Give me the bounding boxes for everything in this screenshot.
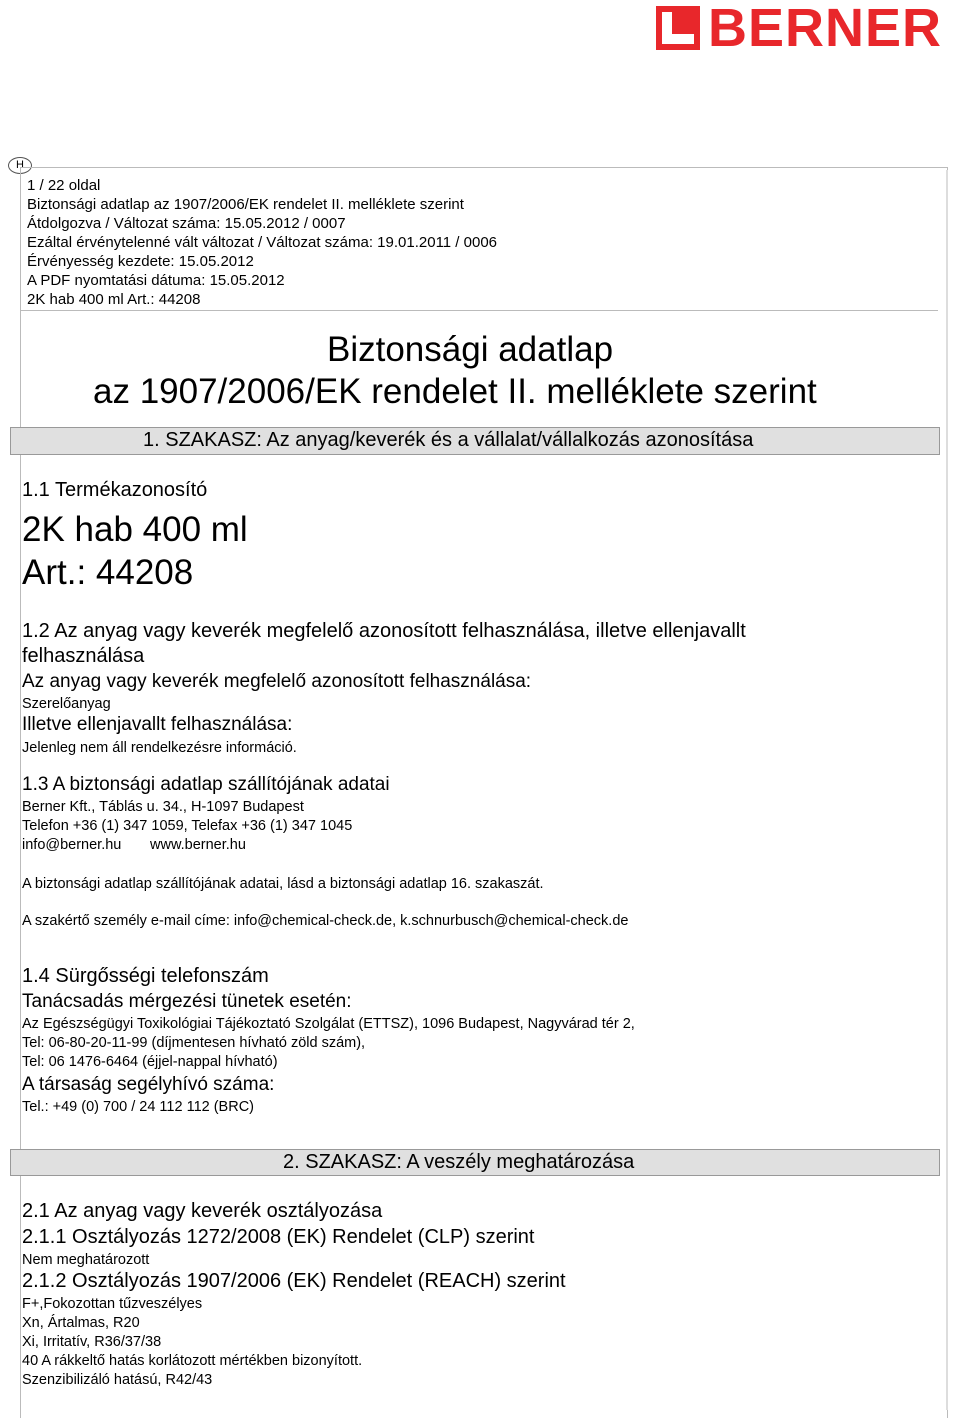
- document-title: Biztonsági adatlap: [327, 330, 614, 369]
- berner-logo-mark-icon: [656, 6, 700, 50]
- header-regulation: Biztonsági adatlap az 1907/2006/EK rendelet II. melléklete szerint: [27, 196, 464, 213]
- supplier-web-link[interactable]: www.berner.hu: [150, 837, 246, 853]
- header-print-date: A PDF nyomtatási dátuma: 15.05.2012: [27, 272, 285, 289]
- product-article: Art.: 44208: [22, 553, 194, 592]
- s12-use-value: Szerelőanyag: [22, 696, 111, 712]
- s212-item: Xi, Irritatív, R36/37/38: [22, 1334, 162, 1350]
- header-divider: [20, 310, 938, 311]
- supplier-email-link[interactable]: info@berner.hu: [22, 837, 122, 853]
- s12-use-label: Az anyag vagy keverék megfelelő azonosított felhasználása:: [22, 671, 532, 692]
- s12-contra-value: Jelenleg nem áll rendelkezésre információ.: [22, 740, 297, 756]
- product-name: 2K hab 400 ml: [22, 510, 248, 549]
- s14-heading: 1.4 Sürgősségi telefonszám: [22, 965, 269, 987]
- company-emergency-label: A társaság segélyhívó száma:: [22, 1074, 275, 1095]
- header-valid-from: Érvényesség kezdete: 15.05.2012: [27, 253, 254, 270]
- s12-heading: 1.2 Az anyag vagy keverék megfelelő azonosított felhasználása, illetve ellenjavallt: [22, 620, 746, 642]
- company-emergency-tel: Tel.: +49 (0) 700 / 24 112 112 (BRC): [22, 1099, 254, 1115]
- s13-heading: 1.3 A biztonsági adatlap szállítójának adatai: [22, 774, 390, 795]
- s211-value: Nem meghatározott: [22, 1252, 150, 1268]
- header-replaces: Ezáltal érvénytelenné vált változat / Változat száma: 19.01.2011 / 0006: [27, 234, 498, 251]
- s212-heading: 2.1.2 Osztályozás 1907/2006 (EK) Rendelet (REACH) szerint: [22, 1270, 566, 1292]
- supplier-note: A biztonsági adatlap szállítójának adatai, lásd a biztonsági adatlap 16. szakaszát.: [22, 876, 544, 892]
- page-frame-shadow: [946, 170, 948, 1410]
- header-revision: Átdolgozva / Változat száma: 15.05.2012 / 0007: [27, 215, 346, 232]
- country-code-badge: H: [8, 157, 32, 174]
- s11-heading: 1.1 Termékazonosító: [22, 479, 208, 501]
- s212-item: F+,Fokozottan tűzveszélyes: [22, 1296, 203, 1312]
- section2-bar: [10, 1149, 940, 1176]
- poison-tel-green: Tel: 06-80-20-11-99 (díjmentesen hívható zöld szám),: [22, 1035, 366, 1051]
- header-product: 2K hab 400 ml Art.: 44208: [27, 291, 201, 308]
- s12-heading-cont: felhasználása: [22, 645, 145, 667]
- supplier-address: Berner Kft., Táblás u. 34., H-1097 Budapest: [22, 799, 304, 815]
- page-number: 1 / 22 oldal: [27, 177, 101, 194]
- section2-heading: 2. SZAKASZ: A veszély meghatározása: [283, 1151, 635, 1173]
- s212-item: 40 A rákkeltő hatás korlátozott mértékben bizonyított.: [22, 1353, 363, 1369]
- expert-email: A szakértő személy e-mail címe: info@chemical-check.de, k.schnurbusch@chemical-check.de: [22, 913, 629, 929]
- section1-bar: [10, 427, 940, 455]
- s12-contra-label: Illetve ellenjavallt felhasználása:: [22, 714, 293, 735]
- s21-heading: 2.1 Az anyag vagy keverék osztályozása: [22, 1200, 383, 1222]
- s212-item: Szenzibilizáló hatású, R42/43: [22, 1372, 213, 1388]
- berner-logo-text: BERNER: [708, 0, 943, 58]
- supplier-phone: Telefon +36 (1) 347 1059, Telefax +36 (1) 347 1045: [22, 818, 353, 834]
- document-subtitle: az 1907/2006/EK rendelet II. melléklete szerint: [93, 372, 817, 411]
- poison-label: Tanácsadás mérgezési tünetek esetén:: [22, 991, 352, 1012]
- s211-heading: 2.1.1 Osztályozás 1272/2008 (EK) Rendelet (CLP) szerint: [22, 1226, 535, 1248]
- section1-heading: 1. SZAKASZ: Az anyag/keverék és a vállalat/vállalkozás azonosítása: [143, 429, 754, 451]
- s212-item: Xn, Ártalmas, R20: [22, 1315, 140, 1331]
- poison-tel-24h: Tel: 06 1476-6464 (éjjel-nappal hívható): [22, 1054, 278, 1070]
- poison-service: Az Egészségügyi Toxikológiai Tájékoztató Szolgálat (ETTSZ), 1096 Budapest, Nagyvárad tér 2,: [22, 1016, 635, 1032]
